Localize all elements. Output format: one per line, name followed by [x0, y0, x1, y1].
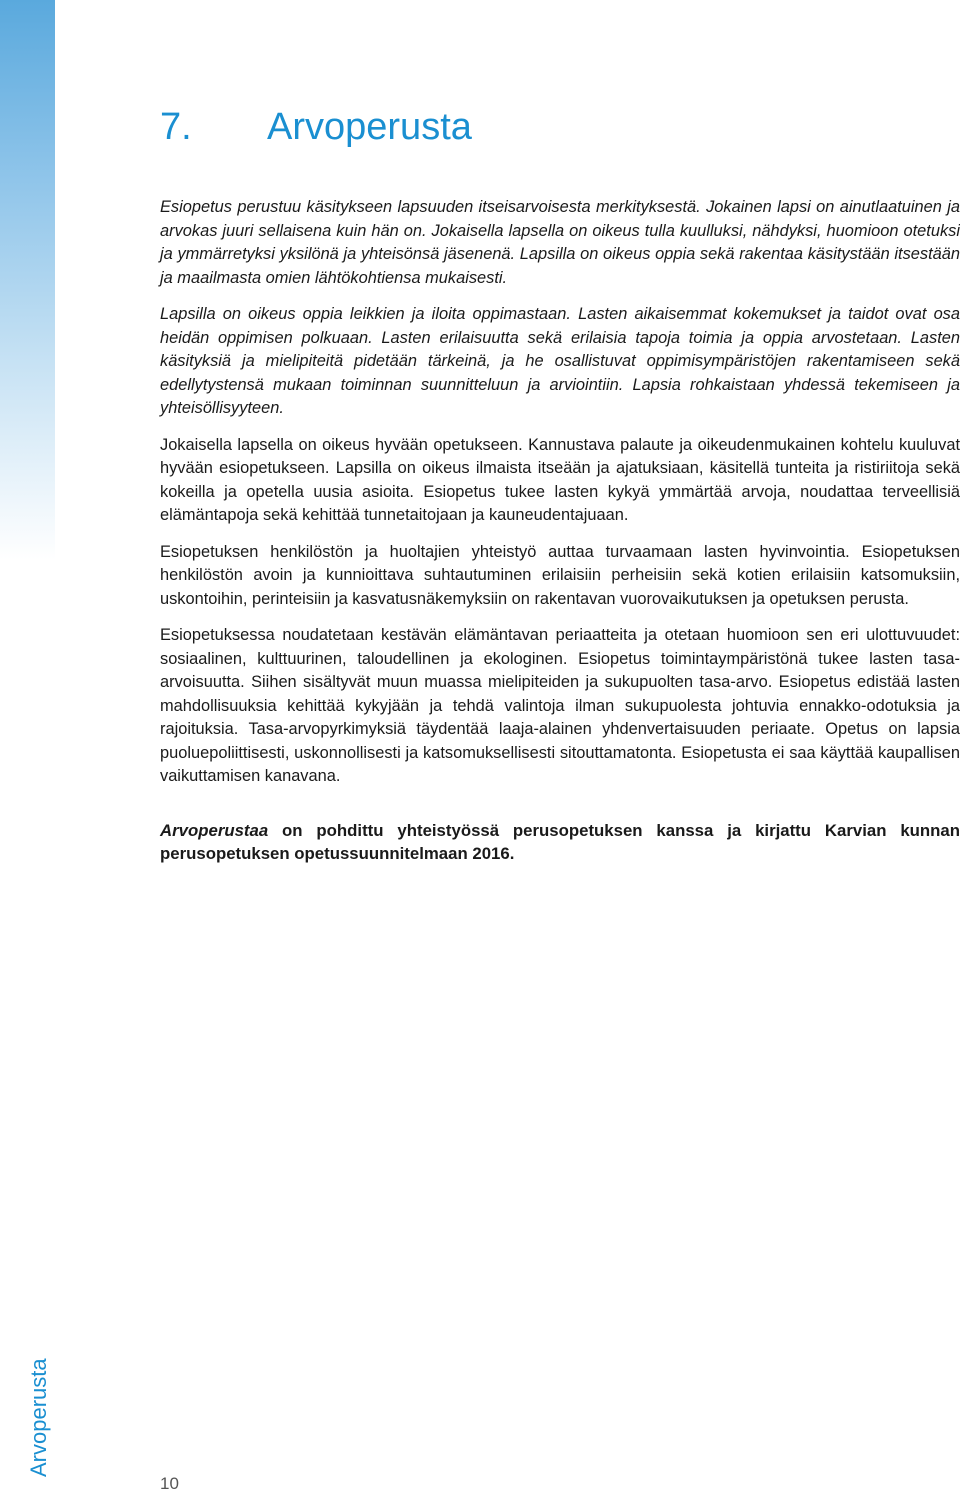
- closing-note: [160, 819, 960, 866]
- decorative-side-band: [0, 0, 55, 560]
- section-number: 7.: [160, 106, 192, 148]
- vertical-section-label-text: Arvoperusta: [26, 1358, 51, 1477]
- page-title: [160, 104, 472, 150]
- page-number: 10: [160, 1474, 179, 1493]
- closing-note-lead: Arvoperustaa: [160, 820, 269, 840]
- paragraph-5: Esiopetuksessa noudatetaan kestävän elämäntavan periaatteita ja otetaan huomioon sen eri ulottuvuudet: sosiaalinen, kulttuurinen, taloudellinen ja ekologinen. Esiopetus toimintaympäristönä tukee lasten tasa-arvoisuutta. Siihen sisältyvät muun muassa mielipiteiden ja sukupuolten tasa-arvo. Esiopetus edistää lasten mahdollisuuksia kehittää kykyjään ja tehdä valintoja ilman sukupuolesta johtuvia ennakko-odotuksia ja rajoituksia. Tasa-arvopyrkimyksiä täydentää laaja-alainen yhdenvertaisuuden periaate. Opetus on lapsia puoluepoliittisesti, uskonnollisesti ja katsomuksellisesti sitouttamatonta. Esiopetusta ei saa käyttää kaupallisen vaikuttamisen kanavana.: [160, 626, 960, 785]
- closing-note-rest: on pohdittu yhteistyössä perusopetuksen kanssa ja kirjattu Karvian kunnan perusopetuksen opetussuunnitelmaan 2016.: [160, 820, 960, 863]
- section-title: Arvoperusta: [267, 106, 472, 148]
- body-text: [160, 196, 960, 879]
- paragraph-1: Esiopetus perustuu käsitykseen lapsuuden itseisarvoisesta merkityksestä. Jokainen lapsi on ainutlaatuinen ja arvokas juuri sellaisena kuin hän on. Jokaisella lapsella on oikeus tulla kuulluksi, nähdyksi, huomioon otetuksi ja ymmärretyksi yksilönä ja yhteisönsä jäsenenä. Lapsilla on oikeus oppia sekä rakentaa käsitystään itsestään ja maailmasta omien lähtökohtiensa mukaisesti.: [160, 198, 960, 287]
- paragraph-3: Jokaisella lapsella on oikeus hyvään opetukseen. Kannustava palaute ja oikeudenmukainen kohtelu kuuluvat hyvään esiopetukseen. Lapsilla on oikeus ilmaista itseään ja ajatuksiaan, käsitellä tunteita ja ristiriitoja sekä kokeilla ja opetella uusia asioita. Esiopetus tukee lasten kykyä ymmärtää arvoja, noudattaa terveellisiä elämäntapoja sekä kehittää tunnetaitojaan ja kauneudentajuaan.: [160, 435, 960, 524]
- vertical-section-label: [25, 1352, 53, 1477]
- paragraph-2: Lapsilla on oikeus oppia leikkien ja iloita oppimastaan. Lasten aikaisemmat kokemukset ja taidot ovat osa heidän oppimisen polkuaan. Lasten erilaisuutta sekä erilaisia tapoja toimia ja oppia arvostetaan. Lasten käsityksiä ja mielipiteitä pidetään tärkeinä, ja he osallistuvat oppimisympäristöjen rakentamiseen sekä edellytystensä mukaan toiminnan suunnitteluun ja arviointiin. Lapsia rohkaistaan yhdessä tekemiseen ja yhteisöllisyyteen.: [160, 305, 960, 417]
- paragraph-4: Esiopetuksen henkilöstön ja huoltajien yhteistyö auttaa turvaamaan lasten hyvinvointia. Esiopetuksen henkilöstön avoin ja kunnioittava suhtautuminen erilaisiin perheisiin sekä kotien erilaisiin katsomuksiin, uskontoihin, perinteisiin ja kasvatusnäkemyksiin on rakentavan vuorovaikutuksen ja opetuksen perusta.: [160, 542, 960, 608]
